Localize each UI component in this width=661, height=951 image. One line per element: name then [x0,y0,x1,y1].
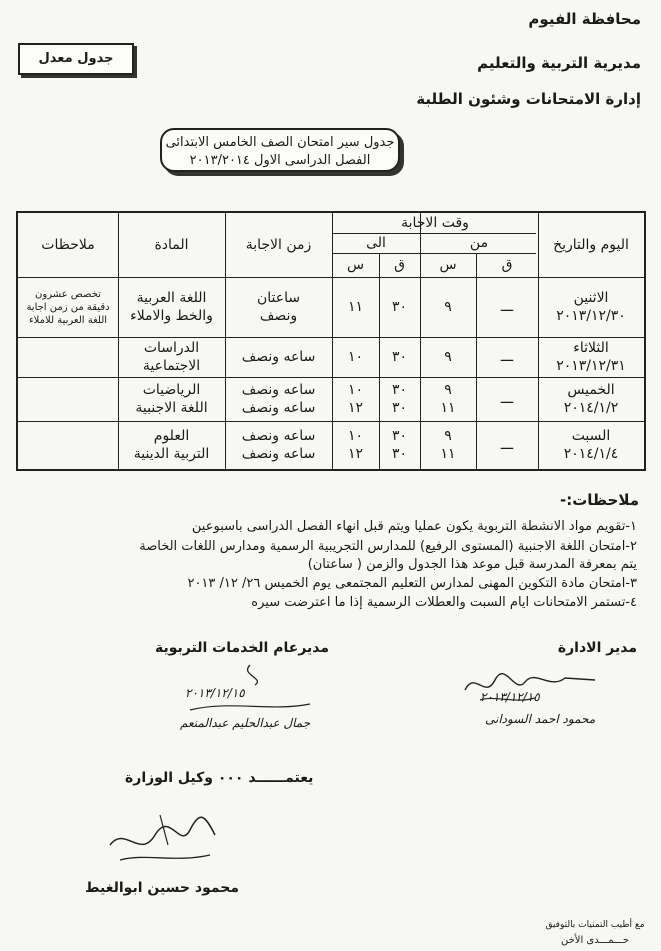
cell-from-hours [420,377,476,421]
header-directorate: مديرية التربية والتعليم [477,54,641,72]
cell-from-minutes: ـــ [500,349,514,365]
revised-schedule-stamp: جدول معدل [18,43,134,75]
approval-title: يعتمــــــد ٠٠٠ وكيل الوزارة [125,770,314,786]
duration-line: ساعه ونصف [241,428,316,444]
footer-name: حـــمـــدى الأخن [560,935,630,946]
exam-schedule-table [16,211,646,471]
header-administration: إدارة الامتحانات وشئون الطلبة [416,90,641,108]
note-4: ٤-تستمر الامتحانات ايام السبت والعطلات الرسمية إذا ما اعترضت سيره [251,595,637,610]
cell-from-minutes: ـــ [500,391,514,407]
row-date: ٢٠١٣/١٢/٣١ [556,358,626,374]
value: ١٢ [347,400,364,416]
row-date: ٢٠١٤/١/٢ [563,400,619,416]
cell-to-hours: ١٠ [347,349,364,365]
header-from: من [469,235,489,251]
subject-line: العلوم [153,428,190,444]
deputy-minister-signature [90,805,230,875]
subject-line: الاجتماعية [142,358,201,374]
value: ١١ [440,446,456,462]
duration-line: ساعه ونصف [241,446,316,462]
header-governorate: محافظة الفيوم [528,10,641,28]
cell-to-minutes [379,377,420,421]
cell-duration [225,377,332,421]
note-line: دقيقة من زمن اجابة [26,301,110,313]
cell-subject [118,377,225,421]
header-subject: المادة [154,237,189,253]
cell-from-hours: ٩ [444,299,452,315]
value: ٩ [444,428,452,444]
cell-to-minutes: ٣٠ [391,349,408,365]
cell-notes [18,277,118,337]
cell-from-minutes: ـــ [500,437,514,453]
schedule-term: الفصل الدراسى الاول ٢٠١٣/٢٠١٤ [189,153,371,168]
admin-director-name: محمود احمد السودانى [485,712,596,726]
duration-line: ساعتان [256,290,301,306]
value: ١٢ [347,446,364,462]
header-to: الى [366,235,386,251]
value: ١١ [440,400,456,416]
value: ٣٠ [391,400,408,416]
table-row [538,421,644,469]
cell-duration [225,277,332,337]
note-2: ٢-امتحان اللغة الاجنبية (المستوى الرفيع) للمدارس التجريبية الرسمية ومدارس اللغات الخاصة [139,539,637,554]
value: ١٠ [347,382,364,398]
footer-wishes: مع أطيب التمنيات بالتوفيق [545,920,645,930]
value: ٣٠ [391,382,408,398]
services-director-name: جمال عبدالحليم عبدالمنعم [180,716,311,730]
cell-to-minutes [379,421,420,469]
value: ١٠ [347,428,364,444]
header-notes: ملاحظات [41,237,95,253]
notes-heading: ملاحظات:- [559,491,639,509]
table-row [538,337,644,377]
header-day-date: اليوم والتاريخ [553,237,629,253]
row-date: ٢٠١٤/١/٤ [563,446,619,462]
note-2-cont: يتم بمعرفة المدرسة قبل موعد هذا الجدول والزمن ( ساعتان) [307,557,637,572]
header-answer-time: وقت الاجابة [401,215,469,231]
admin-signature-date: ٢٠١٣/١٢/١٥ [480,690,540,704]
cell-to-hours [332,377,379,421]
cell-subject [118,337,225,377]
header-to-hours: س [346,257,365,273]
duration-line: ساعه ونصف [241,382,316,398]
schedule-title: جدول سير امتحان الصف الخامس الابتدائى [165,135,395,150]
admin-director-title: مدير الادارة [557,640,637,656]
row-day: الثلاثاء [573,340,609,356]
services-signature-date: ٢٠١٣/١٢/١٥ [185,686,245,700]
note-3: ٣-امتحان مادة التكوين المهنى لمدارس التعليم المجتمعى يوم الخميس ٢٦/ ١٢/ ٢٠١٣ [187,576,637,591]
value: ٩ [444,382,452,398]
cell-duration: ساعه ونصف [241,349,316,365]
header-to-minutes: ق [394,257,405,273]
cell-from-minutes: ـــ [500,299,514,315]
header-from-minutes: ق [501,257,513,273]
note-line: اللغة العربية للاملاء [28,314,108,326]
subject-line: اللغة الاجنبية [135,400,208,416]
row-day: الخميس [567,382,615,398]
schedule-title-box [160,128,400,172]
row-day: السبت [571,428,611,444]
services-director-title: مديرعام الخدمات التربوية [155,640,330,656]
subject-line: الدراسات [143,340,200,356]
cell-from-hours: ٩ [444,349,452,365]
value: ٣٠ [391,446,408,462]
cell-to-hours: ١١ [347,299,364,315]
deputy-minister-name: محمود حسين ابوالغيط [85,880,239,896]
note-1: ١-تقويم مواد الانشطة التربوية يكون عمليا ويتم قبل انهاء الفصل الدراسى باسبوعين [191,519,637,534]
value: ٣٠ [391,428,408,444]
duration-line: ساعه ونصف [241,400,316,416]
cell-subject [118,277,225,337]
subject-line: والخط والاملاء [130,308,213,324]
table-row [538,377,644,421]
cell-to-hours [332,421,379,469]
duration-line: ونصف [259,308,298,324]
cell-to-minutes: ٣٠ [391,299,408,315]
header-from-hours: س [439,257,457,273]
note-line: تخصص عشرون [35,288,101,300]
subject-line: اللغة العربية [136,290,207,306]
subject-line: التربية الدينية [133,446,210,462]
header-duration: زمن الاجابة [245,237,312,253]
row-date: ٢٠١٣/١٢/٣٠ [556,308,626,324]
row-day: الاثنين [573,290,609,306]
cell-subject [118,421,225,469]
cell-from-hours [420,421,476,469]
table-row [538,277,644,337]
subject-line: الرياضيات [142,382,201,398]
cell-duration [225,421,332,469]
